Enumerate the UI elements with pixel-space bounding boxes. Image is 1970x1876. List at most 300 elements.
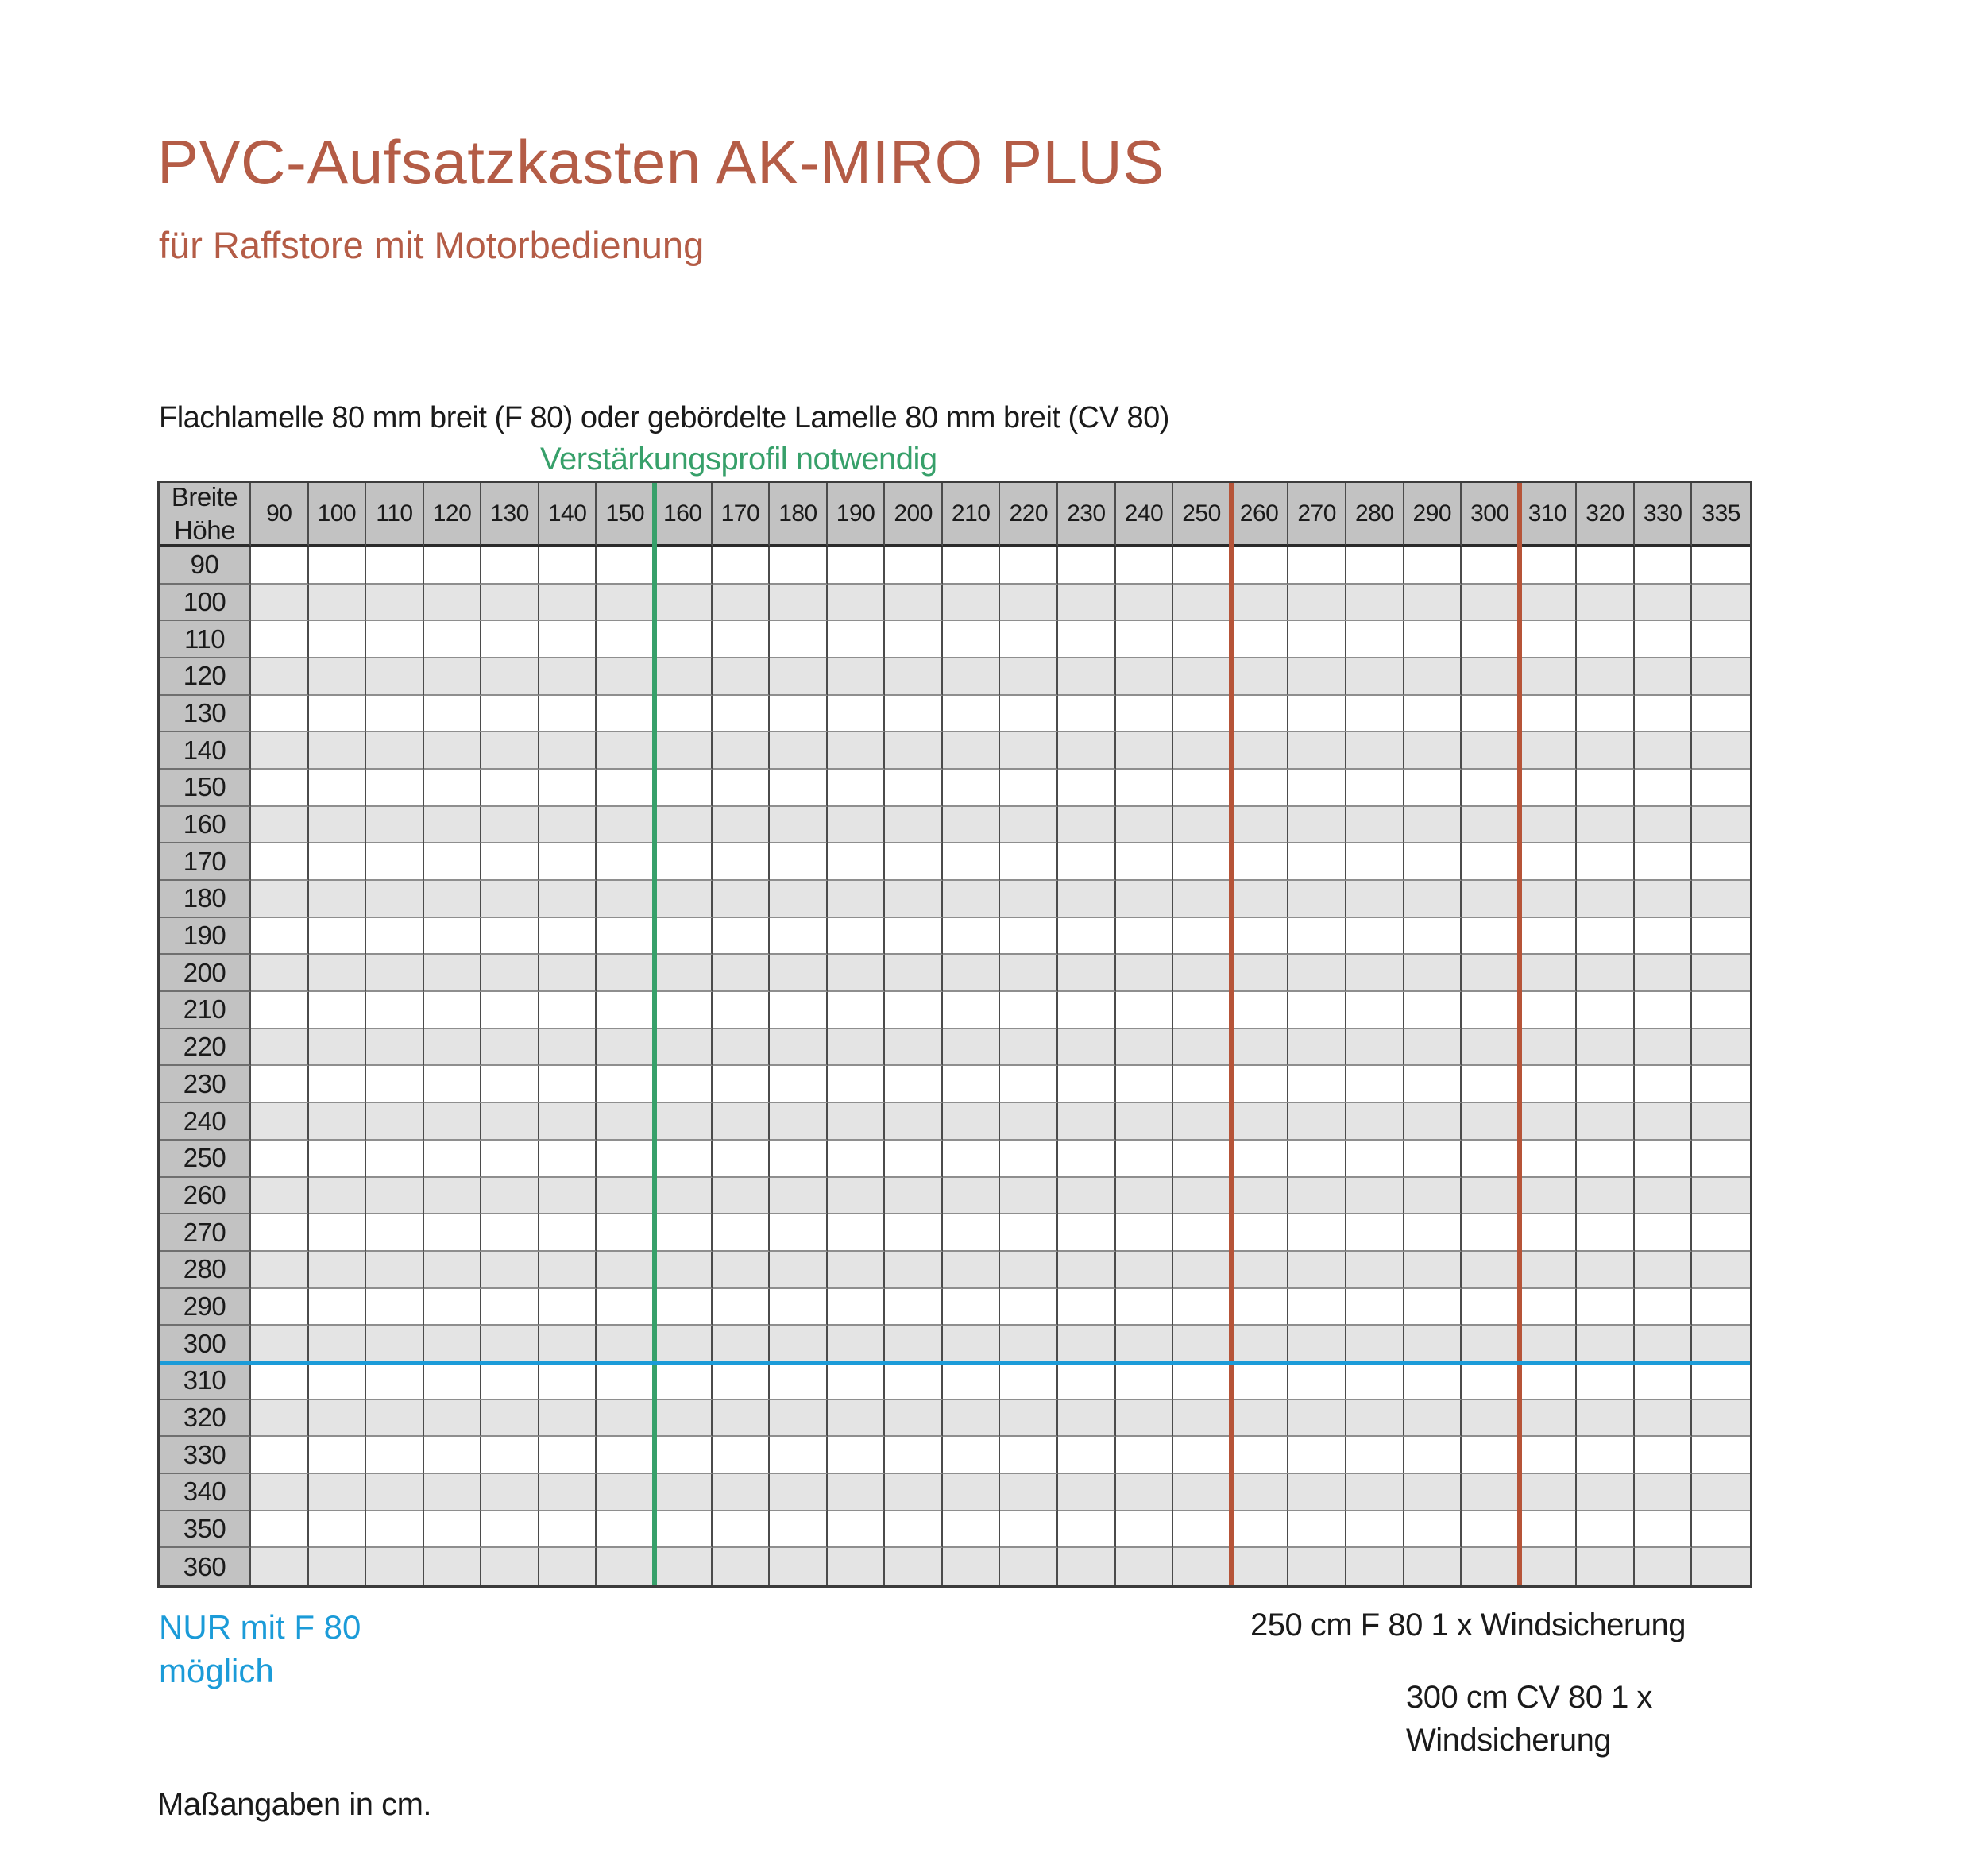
size-cell-290x340 xyxy=(1404,1474,1462,1511)
size-cell-100x280 xyxy=(309,1252,367,1289)
size-cell-130x230 xyxy=(481,1066,539,1103)
row-header-180: 180 xyxy=(160,881,251,918)
size-cell-170x150 xyxy=(713,770,771,807)
size-cell-260x170 xyxy=(1231,843,1289,881)
size-cell-110x100 xyxy=(366,585,424,622)
size-cell-335x100 xyxy=(1692,585,1750,622)
size-cell-335x280 xyxy=(1692,1252,1750,1289)
size-cell-320x290 xyxy=(1577,1289,1635,1326)
size-cell-270x320 xyxy=(1288,1400,1346,1438)
size-cell-160x160 xyxy=(655,807,713,844)
size-cell-240x270 xyxy=(1116,1214,1174,1252)
size-cell-110x190 xyxy=(366,918,424,955)
size-cell-180x210 xyxy=(770,992,828,1029)
size-cell-220x90 xyxy=(1000,547,1058,585)
size-cell-170x250 xyxy=(713,1141,771,1178)
size-cell-190x240 xyxy=(828,1103,886,1141)
size-cell-230x300 xyxy=(1058,1326,1116,1363)
size-cell-190x230 xyxy=(828,1066,886,1103)
size-cell-140x110 xyxy=(539,621,597,658)
size-cell-330x150 xyxy=(1635,770,1693,807)
size-cell-110x130 xyxy=(366,696,424,733)
column-header-120: 120 xyxy=(424,483,482,547)
size-cell-220x350 xyxy=(1000,1511,1058,1549)
size-cell-90x340 xyxy=(251,1474,309,1511)
size-cell-270x230 xyxy=(1288,1066,1346,1103)
size-cell-280x280 xyxy=(1346,1252,1404,1289)
size-cell-260x330 xyxy=(1231,1437,1289,1474)
size-cell-180x280 xyxy=(770,1252,828,1289)
size-cell-160x180 xyxy=(655,881,713,918)
size-cell-335x120 xyxy=(1692,658,1750,696)
size-cell-330x270 xyxy=(1635,1214,1693,1252)
size-cell-130x260 xyxy=(481,1178,539,1215)
size-cell-250x200 xyxy=(1173,955,1231,992)
size-cell-120x90 xyxy=(424,547,482,585)
size-cell-300x350 xyxy=(1462,1511,1520,1549)
size-cell-300x360 xyxy=(1462,1548,1520,1585)
row-header-130: 130 xyxy=(160,696,251,733)
size-cell-180x250 xyxy=(770,1141,828,1178)
size-cell-220x310 xyxy=(1000,1363,1058,1400)
size-cell-120x230 xyxy=(424,1066,482,1103)
size-cell-160x350 xyxy=(655,1511,713,1549)
size-cell-200x160 xyxy=(885,807,943,844)
size-cell-230x140 xyxy=(1058,732,1116,770)
size-cell-270x210 xyxy=(1288,992,1346,1029)
row-header-250: 250 xyxy=(160,1141,251,1178)
size-cell-110x160 xyxy=(366,807,424,844)
size-cell-280x130 xyxy=(1346,696,1404,733)
size-cell-290x100 xyxy=(1404,585,1462,622)
size-cell-210x290 xyxy=(943,1289,1001,1326)
size-cell-90x330 xyxy=(251,1437,309,1474)
size-cell-280x310 xyxy=(1346,1363,1404,1400)
size-cell-190x270 xyxy=(828,1214,886,1252)
size-cell-140x320 xyxy=(539,1400,597,1438)
size-cell-110x320 xyxy=(366,1400,424,1438)
size-cell-180x170 xyxy=(770,843,828,881)
size-cell-290x230 xyxy=(1404,1066,1462,1103)
size-cell-250x170 xyxy=(1173,843,1231,881)
size-cell-200x260 xyxy=(885,1178,943,1215)
size-cell-240x140 xyxy=(1116,732,1174,770)
size-cell-220x300 xyxy=(1000,1326,1058,1363)
size-cell-300x300 xyxy=(1462,1326,1520,1363)
size-cell-230x310 xyxy=(1058,1363,1116,1400)
size-cell-250x360 xyxy=(1173,1548,1231,1585)
red-windlock-line-250 xyxy=(1229,483,1234,1585)
size-cell-200x200 xyxy=(885,955,943,992)
size-cell-230x190 xyxy=(1058,918,1116,955)
size-cell-200x340 xyxy=(885,1474,943,1511)
size-cell-320x320 xyxy=(1577,1400,1635,1438)
size-cell-320x200 xyxy=(1577,955,1635,992)
size-cell-180x320 xyxy=(770,1400,828,1438)
size-cell-220x320 xyxy=(1000,1400,1058,1438)
size-cell-280x170 xyxy=(1346,843,1404,881)
size-cell-110x90 xyxy=(366,547,424,585)
size-cell-150x100 xyxy=(597,585,655,622)
size-cell-90x220 xyxy=(251,1029,309,1067)
size-cell-250x310 xyxy=(1173,1363,1231,1400)
size-cell-120x180 xyxy=(424,881,482,918)
size-cell-180x120 xyxy=(770,658,828,696)
size-cell-100x110 xyxy=(309,621,367,658)
row-header-220: 220 xyxy=(160,1029,251,1067)
row-header-150: 150 xyxy=(160,770,251,807)
size-cell-260x190 xyxy=(1231,918,1289,955)
size-cell-120x170 xyxy=(424,843,482,881)
size-cell-300x120 xyxy=(1462,658,1520,696)
size-cell-180x360 xyxy=(770,1548,828,1585)
column-header-130: 130 xyxy=(481,483,539,547)
size-cell-335x130 xyxy=(1692,696,1750,733)
size-cell-300x250 xyxy=(1462,1141,1520,1178)
size-cell-90x140 xyxy=(251,732,309,770)
size-cell-335x230 xyxy=(1692,1066,1750,1103)
size-cell-210x250 xyxy=(943,1141,1001,1178)
size-cell-120x260 xyxy=(424,1178,482,1215)
size-cell-150x240 xyxy=(597,1103,655,1141)
size-cell-110x120 xyxy=(366,658,424,696)
size-cell-140x100 xyxy=(539,585,597,622)
size-cell-320x110 xyxy=(1577,621,1635,658)
size-cell-240x310 xyxy=(1116,1363,1174,1400)
size-cell-310x250 xyxy=(1520,1141,1578,1178)
size-cell-170x300 xyxy=(713,1326,771,1363)
size-cell-210x100 xyxy=(943,585,1001,622)
size-cell-170x90 xyxy=(713,547,771,585)
size-cell-220x270 xyxy=(1000,1214,1058,1252)
size-cell-270x340 xyxy=(1288,1474,1346,1511)
size-cell-200x90 xyxy=(885,547,943,585)
size-cell-220x160 xyxy=(1000,807,1058,844)
size-cell-270x240 xyxy=(1288,1103,1346,1141)
size-cell-310x200 xyxy=(1520,955,1578,992)
size-cell-140x120 xyxy=(539,658,597,696)
size-cell-300x260 xyxy=(1462,1178,1520,1215)
size-cell-230x200 xyxy=(1058,955,1116,992)
size-cell-290x220 xyxy=(1404,1029,1462,1067)
size-cell-260x210 xyxy=(1231,992,1289,1029)
size-cell-120x300 xyxy=(424,1326,482,1363)
size-cell-320x350 xyxy=(1577,1511,1635,1549)
size-cell-100x340 xyxy=(309,1474,367,1511)
size-cell-280x110 xyxy=(1346,621,1404,658)
size-cell-330x330 xyxy=(1635,1437,1693,1474)
size-cell-300x190 xyxy=(1462,918,1520,955)
size-cell-170x340 xyxy=(713,1474,771,1511)
reinforcement-note: Verstärkungsprofil notwendig xyxy=(540,442,937,477)
size-cell-100x170 xyxy=(309,843,367,881)
size-cell-310x350 xyxy=(1520,1511,1578,1549)
size-cell-270x260 xyxy=(1288,1178,1346,1215)
size-cell-310x230 xyxy=(1520,1066,1578,1103)
size-cell-320x340 xyxy=(1577,1474,1635,1511)
size-cell-200x240 xyxy=(885,1103,943,1141)
size-cell-170x110 xyxy=(713,621,771,658)
size-cell-190x160 xyxy=(828,807,886,844)
size-cell-160x340 xyxy=(655,1474,713,1511)
size-cell-310x300 xyxy=(1520,1326,1578,1363)
size-cell-270x290 xyxy=(1288,1289,1346,1326)
size-cell-320x150 xyxy=(1577,770,1635,807)
size-cell-120x240 xyxy=(424,1103,482,1141)
size-cell-335x300 xyxy=(1692,1326,1750,1363)
size-cell-140x180 xyxy=(539,881,597,918)
page-subtitle: für Raffstore mit Motorbedienung xyxy=(159,224,705,266)
column-header-310: 310 xyxy=(1520,483,1578,547)
size-cell-200x300 xyxy=(885,1326,943,1363)
size-cell-150x270 xyxy=(597,1214,655,1252)
size-cell-310x220 xyxy=(1520,1029,1578,1067)
size-cell-210x170 xyxy=(943,843,1001,881)
size-cell-200x100 xyxy=(885,585,943,622)
size-cell-190x200 xyxy=(828,955,886,992)
size-cell-150x190 xyxy=(597,918,655,955)
size-cell-330x130 xyxy=(1635,696,1693,733)
size-cell-250x160 xyxy=(1173,807,1231,844)
size-cell-170x140 xyxy=(713,732,771,770)
size-cell-190x260 xyxy=(828,1178,886,1215)
size-cell-320x140 xyxy=(1577,732,1635,770)
size-cell-140x330 xyxy=(539,1437,597,1474)
size-cell-260x260 xyxy=(1231,1178,1289,1215)
size-cell-120x280 xyxy=(424,1252,482,1289)
size-cell-130x280 xyxy=(481,1252,539,1289)
size-cell-280x360 xyxy=(1346,1548,1404,1585)
size-cell-130x170 xyxy=(481,843,539,881)
size-cell-330x210 xyxy=(1635,992,1693,1029)
size-cell-230x250 xyxy=(1058,1141,1116,1178)
size-cell-130x190 xyxy=(481,918,539,955)
size-cell-170x100 xyxy=(713,585,771,622)
size-cell-270x100 xyxy=(1288,585,1346,622)
row-header-300: 300 xyxy=(160,1326,251,1363)
size-cell-240x200 xyxy=(1116,955,1174,992)
row-header-200: 200 xyxy=(160,955,251,992)
size-cell-180x140 xyxy=(770,732,828,770)
size-cell-330x110 xyxy=(1635,621,1693,658)
row-header-190: 190 xyxy=(160,918,251,955)
size-cell-300x230 xyxy=(1462,1066,1520,1103)
size-cell-210x200 xyxy=(943,955,1001,992)
size-cell-330x220 xyxy=(1635,1029,1693,1067)
size-cell-90x260 xyxy=(251,1178,309,1215)
size-cell-160x240 xyxy=(655,1103,713,1141)
size-cell-300x100 xyxy=(1462,585,1520,622)
size-cell-280x340 xyxy=(1346,1474,1404,1511)
size-cell-240x170 xyxy=(1116,843,1174,881)
size-cell-120x220 xyxy=(424,1029,482,1067)
size-cell-100x180 xyxy=(309,881,367,918)
size-cell-300x90 xyxy=(1462,547,1520,585)
size-cell-290x210 xyxy=(1404,992,1462,1029)
size-cell-300x180 xyxy=(1462,881,1520,918)
size-cell-335x250 xyxy=(1692,1141,1750,1178)
size-cell-280x180 xyxy=(1346,881,1404,918)
size-cell-310x160 xyxy=(1520,807,1578,844)
column-header-110: 110 xyxy=(366,483,424,547)
size-cell-160x360 xyxy=(655,1548,713,1585)
size-cell-110x250 xyxy=(366,1141,424,1178)
size-cell-210x130 xyxy=(943,696,1001,733)
size-cell-330x100 xyxy=(1635,585,1693,622)
size-cell-320x120 xyxy=(1577,658,1635,696)
size-cell-130x330 xyxy=(481,1437,539,1474)
size-cell-290x280 xyxy=(1404,1252,1462,1289)
size-cell-310x170 xyxy=(1520,843,1578,881)
size-cell-320x130 xyxy=(1577,696,1635,733)
size-cell-110x210 xyxy=(366,992,424,1029)
size-cell-200x330 xyxy=(885,1437,943,1474)
size-cell-160x110 xyxy=(655,621,713,658)
size-cell-320x250 xyxy=(1577,1141,1635,1178)
size-cell-280x320 xyxy=(1346,1400,1404,1438)
size-cell-230x110 xyxy=(1058,621,1116,658)
size-cell-250x190 xyxy=(1173,918,1231,955)
size-cell-210x150 xyxy=(943,770,1001,807)
size-cell-190x130 xyxy=(828,696,886,733)
size-cell-335x290 xyxy=(1692,1289,1750,1326)
size-cell-150x320 xyxy=(597,1400,655,1438)
size-cell-140x340 xyxy=(539,1474,597,1511)
size-cell-300x200 xyxy=(1462,955,1520,992)
size-cell-200x180 xyxy=(885,881,943,918)
size-cell-320x270 xyxy=(1577,1214,1635,1252)
size-cell-290x190 xyxy=(1404,918,1462,955)
size-cell-170x360 xyxy=(713,1548,771,1585)
size-cell-210x90 xyxy=(943,547,1001,585)
size-cell-320x220 xyxy=(1577,1029,1635,1067)
size-table xyxy=(157,481,1752,1588)
size-cell-270x140 xyxy=(1288,732,1346,770)
size-cell-290x330 xyxy=(1404,1437,1462,1474)
size-cell-100x90 xyxy=(309,547,367,585)
size-cell-220x170 xyxy=(1000,843,1058,881)
size-cell-100x100 xyxy=(309,585,367,622)
size-cell-130x160 xyxy=(481,807,539,844)
size-cell-180x130 xyxy=(770,696,828,733)
size-cell-150x260 xyxy=(597,1178,655,1215)
size-cell-240x350 xyxy=(1116,1511,1174,1549)
size-cell-280x270 xyxy=(1346,1214,1404,1252)
red-windlock-line-300 xyxy=(1517,483,1522,1585)
size-cell-160x140 xyxy=(655,732,713,770)
size-cell-160x200 xyxy=(655,955,713,992)
row-header-90: 90 xyxy=(160,547,251,585)
size-cell-240x220 xyxy=(1116,1029,1174,1067)
size-cell-180x110 xyxy=(770,621,828,658)
size-cell-240x230 xyxy=(1116,1066,1174,1103)
size-cell-290x240 xyxy=(1404,1103,1462,1141)
size-cell-200x270 xyxy=(885,1214,943,1252)
size-cell-300x160 xyxy=(1462,807,1520,844)
size-cell-130x240 xyxy=(481,1103,539,1141)
size-cell-180x300 xyxy=(770,1326,828,1363)
size-cell-250x320 xyxy=(1173,1400,1231,1438)
size-cell-150x110 xyxy=(597,621,655,658)
size-cell-130x180 xyxy=(481,881,539,918)
size-cell-240x240 xyxy=(1116,1103,1174,1141)
size-cell-335x200 xyxy=(1692,955,1750,992)
size-cell-330x90 xyxy=(1635,547,1693,585)
size-cell-330x350 xyxy=(1635,1511,1693,1549)
size-cell-190x120 xyxy=(828,658,886,696)
size-cell-210x220 xyxy=(943,1029,1001,1067)
size-cell-335x260 xyxy=(1692,1178,1750,1215)
size-cell-90x210 xyxy=(251,992,309,1029)
size-cell-220x120 xyxy=(1000,658,1058,696)
size-cell-190x150 xyxy=(828,770,886,807)
size-cell-190x300 xyxy=(828,1326,886,1363)
size-cell-190x330 xyxy=(828,1437,886,1474)
size-cell-210x110 xyxy=(943,621,1001,658)
size-cell-90x350 xyxy=(251,1511,309,1549)
size-cell-230x320 xyxy=(1058,1400,1116,1438)
size-cell-110x300 xyxy=(366,1326,424,1363)
size-cell-210x190 xyxy=(943,918,1001,955)
size-cell-280x230 xyxy=(1346,1066,1404,1103)
size-cell-200x140 xyxy=(885,732,943,770)
size-cell-330x360 xyxy=(1635,1548,1693,1585)
size-cell-290x160 xyxy=(1404,807,1462,844)
size-cell-290x110 xyxy=(1404,621,1462,658)
size-cell-330x300 xyxy=(1635,1326,1693,1363)
size-cell-130x310 xyxy=(481,1363,539,1400)
size-cell-210x340 xyxy=(943,1474,1001,1511)
size-cell-100x260 xyxy=(309,1178,367,1215)
size-cell-335x160 xyxy=(1692,807,1750,844)
size-cell-270x180 xyxy=(1288,881,1346,918)
size-cell-240x360 xyxy=(1116,1548,1174,1585)
size-cell-280x100 xyxy=(1346,585,1404,622)
size-cell-150x210 xyxy=(597,992,655,1029)
size-cell-250x180 xyxy=(1173,881,1231,918)
size-cell-210x240 xyxy=(943,1103,1001,1141)
size-cell-310x210 xyxy=(1520,992,1578,1029)
size-cell-270x150 xyxy=(1288,770,1346,807)
size-cell-310x310 xyxy=(1520,1363,1578,1400)
size-cell-140x190 xyxy=(539,918,597,955)
size-cell-200x190 xyxy=(885,918,943,955)
size-cell-110x220 xyxy=(366,1029,424,1067)
size-cell-270x110 xyxy=(1288,621,1346,658)
size-cell-90x200 xyxy=(251,955,309,992)
size-cell-200x350 xyxy=(885,1511,943,1549)
size-cell-140x170 xyxy=(539,843,597,881)
column-header-240: 240 xyxy=(1116,483,1174,547)
size-cell-320x230 xyxy=(1577,1066,1635,1103)
size-cell-330x280 xyxy=(1635,1252,1693,1289)
size-cell-300x130 xyxy=(1462,696,1520,733)
size-cell-270x270 xyxy=(1288,1214,1346,1252)
size-cell-210x180 xyxy=(943,881,1001,918)
size-cell-270x90 xyxy=(1288,547,1346,585)
size-cell-140x130 xyxy=(539,696,597,733)
size-cell-190x310 xyxy=(828,1363,886,1400)
size-cell-130x360 xyxy=(481,1548,539,1585)
size-cell-140x220 xyxy=(539,1029,597,1067)
size-cell-130x270 xyxy=(481,1214,539,1252)
size-cell-290x120 xyxy=(1404,658,1462,696)
size-cell-335x360 xyxy=(1692,1548,1750,1585)
size-cell-335x350 xyxy=(1692,1511,1750,1549)
size-cell-170x160 xyxy=(713,807,771,844)
size-cell-230x240 xyxy=(1058,1103,1116,1141)
size-cell-300x110 xyxy=(1462,621,1520,658)
